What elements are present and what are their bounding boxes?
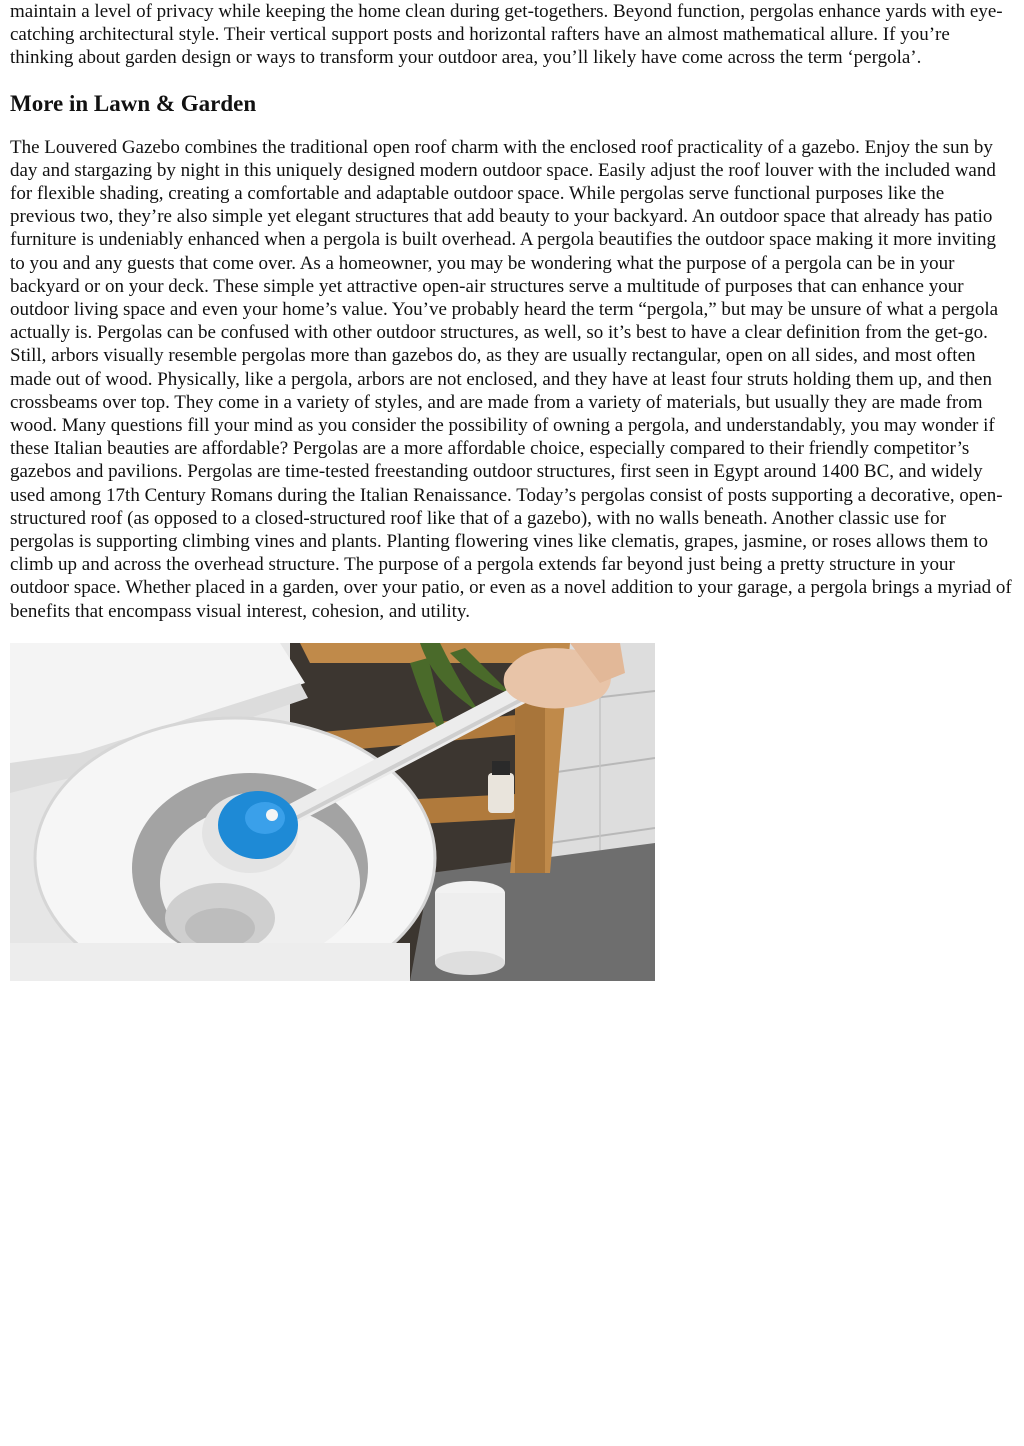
toilet-cleaning-illustration [10, 643, 655, 981]
toilet-cleaning-photo [10, 643, 655, 981]
waste-bin [435, 881, 505, 975]
section-heading: More in Lawn & Garden [10, 90, 257, 116]
body-paragraph: The Louvered Gazebo combines the traditional open roof charm with the enclosed roof practicality of a gazebo. Enjoy the sun by day and stargazing by night in this uniquely designed modern outdoor space. Easily adjust the roof louver with the included wand for flexible shading, creating a comfortable and adaptable outdoor space. While pergolas serve functional purposes like the previous two, they’re also simple yet elegant structures that add beauty to your backyard. An outdoor space that already has patio furniture is undeniably enhanced when a pergola is built overhead. A pergola beautifies the outdoor space making it more inviting to you and any guests that come over. As a homeowner, you may be wondering what the purpose of a pergola can be in your backyard or on your deck. These simple yet attractive open-air structures serve a multitude of purposes that can enhance your outdoor living space and even your home’s value. You’ve probably heard the term “pergola,” but may be unsure of what a pergola actually is. Pergolas can be confused with other outdoor structures, as well, so it’s best to have a clear definition from the get-go. Still, arbors visually resemble pergolas more than gazebos do, as they are usually rectangular, open on all sides, and most often made out of wood. Physically, like a pergola, arbors are not enclosed, and they have at least four struts holding them up, and then crossbeams over top. They come in a variety of styles, and are made from a variety of materials, but usually they are made from wood. Many questions fill your mind as you consider the possibility of owning a pergola, and understandably, you may wonder if these Italian beauties are affordable? Pergolas are a more affordable choice, especially compared to their friendly competitor’s gazebos and pavilions. Pergolas are time-tested freestanding outdoor structures, first seen in Egypt around 1400 BC, and widely used among 17th Century Romans during the Italian Renaissance. Today’s pergolas consist of posts supporting a decorative, open-structured roof (as opposed to a closed-structured roof like that of a gazebo), with no walls beneath. Another classic use for pergolas is supporting climbing vines and plants. Planting flowering vines like clematis, grapes, jasmine, or roses allows them to climb up and across the overhead structure. The purpose of a pergola extends far beyond just being a pretty structure in your outdoor space. Whether placed in a garden, over your patio, or even as a novel addition to your garage, a pergola brings a myriad of benefits that encompass visual interest, cohesion, and utility. [10, 136, 1012, 622]
article-page [10, 0, 1014, 981]
intro-paragraph: maintain a level of privacy while keeping the home clean during get-togethers. Beyond function, pergolas enhance yards with eye-catching architectural style. Their vertical support posts and horizontal rafters have an almost mathematical allure. If you’re thinking about garden design or ways to transform your outdoor area, you’ll likely have come across the term ‘pergola’. [10, 1, 1003, 69]
